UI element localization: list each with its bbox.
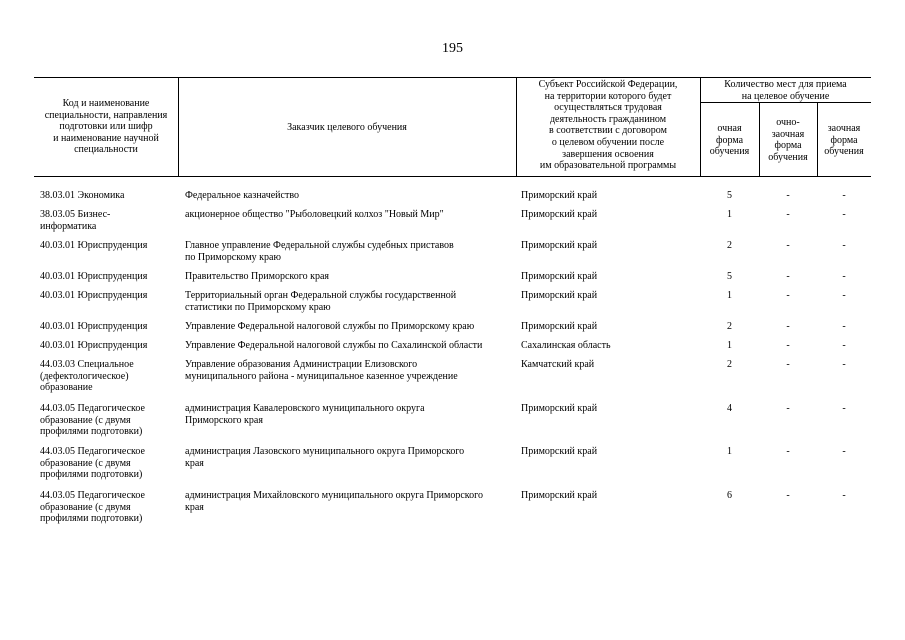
cell-customer: Управление образования Администрации Елизовского муниципального района - муниципальное казенное учреждение <box>185 359 458 382</box>
cell-region: Приморский край <box>521 321 598 332</box>
cell-part-time: - <box>786 190 790 201</box>
cell-part-time: - <box>786 209 790 220</box>
cell-part-time: - <box>786 446 790 457</box>
cell-region: Сахалинская область <box>521 340 611 351</box>
cell-full-time: 2 <box>727 321 732 332</box>
cell-customer: акционерное общество "Рыболовецкий колхоз "Новый Мир" <box>185 209 444 220</box>
cell-distance: - <box>842 209 846 220</box>
cell-part-time: - <box>786 340 790 351</box>
cell-distance: - <box>842 403 846 414</box>
cell-full-time: 5 <box>727 190 732 201</box>
header-region: Субъект Российской Федерации, на территории которого будет осуществляться трудовая деятельность гражданином в соответствии с договором о целевом обучении после завершения освоения им образовательной программы <box>538 79 678 172</box>
cell-code: 40.03.01 Юриспруденция <box>40 290 148 301</box>
cell-full-time: 1 <box>727 340 732 351</box>
cell-code: 44.03.05 Педагогическое образование (с двумя профилями подготовки) <box>40 403 145 437</box>
cell-code: 44.03.05 Педагогическое образование (с двумя профилями подготовки) <box>40 490 145 524</box>
header-code: Код и наименование специальности, направления подготовки или шифр и наименование научной специальности <box>44 98 168 156</box>
cell-region: Приморский край <box>521 271 598 282</box>
header-full-time: очная форма обучения <box>709 123 750 158</box>
cell-distance: - <box>842 190 846 201</box>
cell-customer: Правительство Приморского края <box>185 271 329 282</box>
cell-customer: Федеральное казначейство <box>185 190 299 201</box>
cell-full-time: 1 <box>727 290 732 301</box>
cell-part-time: - <box>786 490 790 501</box>
cell-customer: Управление Федеральной налоговой службы по Приморскому краю <box>185 321 475 332</box>
cell-region: Приморский край <box>521 490 598 501</box>
cell-part-time: - <box>786 359 790 370</box>
cell-part-time: - <box>786 271 790 282</box>
cell-full-time: 1 <box>727 446 732 457</box>
cell-distance: - <box>842 359 846 370</box>
cell-code: 44.03.03 Специальное (дефектологическое) образование <box>40 359 134 393</box>
header-bottom-rule <box>34 176 871 177</box>
cell-full-time: 5 <box>727 271 732 282</box>
cell-part-time: - <box>786 240 790 251</box>
cell-full-time: 1 <box>727 209 732 220</box>
cell-code: 38.03.01 Экономика <box>40 190 125 201</box>
cell-region: Приморский край <box>521 290 598 301</box>
cell-distance: - <box>842 446 846 457</box>
header-customer: Заказчик целевого обучения <box>287 122 407 133</box>
header-top-rule <box>34 77 871 78</box>
cell-region: Приморский край <box>521 403 598 414</box>
cell-full-time: 2 <box>727 359 732 370</box>
cell-region: Приморский край <box>521 446 598 457</box>
cell-customer: администрация Кавалеровского муниципального округа Приморского края <box>185 403 425 426</box>
cell-region: Приморский край <box>521 209 598 220</box>
cell-code: 38.03.05 Бизнес- информатика <box>40 209 111 232</box>
cell-code: 40.03.01 Юриспруденция <box>40 321 148 332</box>
cell-full-time: 6 <box>727 490 732 501</box>
cell-distance: - <box>842 290 846 301</box>
cell-code: 40.03.01 Юриспруденция <box>40 340 148 351</box>
cell-full-time: 4 <box>727 403 732 414</box>
header-part-time: очно- заочная форма обучения <box>768 117 808 163</box>
cell-customer: администрация Михайловского муниципального округа Приморского края <box>185 490 483 513</box>
cell-customer: Управление Федеральной налоговой службы по Сахалинской области <box>185 340 483 351</box>
cell-region: Приморский край <box>521 190 598 201</box>
cell-customer: администрация Лазовского муниципального округа Приморского края <box>185 446 465 469</box>
cell-distance: - <box>842 240 846 251</box>
header-places: Количество мест для приема на целевое обучение <box>724 79 847 102</box>
cell-part-time: - <box>786 290 790 301</box>
cell-customer: Главное управление Федеральной службы судебных приставов по Приморскому краю <box>185 240 454 263</box>
cell-full-time: 2 <box>727 240 732 251</box>
cell-distance: - <box>842 321 846 332</box>
page-number: 195 <box>442 41 463 56</box>
cell-region: Камчатский край <box>521 359 595 370</box>
cell-code: 40.03.01 Юриспруденция <box>40 271 148 282</box>
cell-distance: - <box>842 340 846 351</box>
cell-code: 40.03.01 Юриспруденция <box>40 240 148 251</box>
cell-customer: Территориальный орган Федеральной службы государственной статистики по Приморскому краю <box>185 290 457 313</box>
cell-part-time: - <box>786 321 790 332</box>
cell-code: 44.03.05 Педагогическое образование (с двумя профилями подготовки) <box>40 446 145 480</box>
header-distance: заочная форма обучения <box>824 123 864 158</box>
cell-region: Приморский край <box>521 240 598 251</box>
cell-distance: - <box>842 271 846 282</box>
cell-distance: - <box>842 490 846 501</box>
cell-part-time: - <box>786 403 790 414</box>
